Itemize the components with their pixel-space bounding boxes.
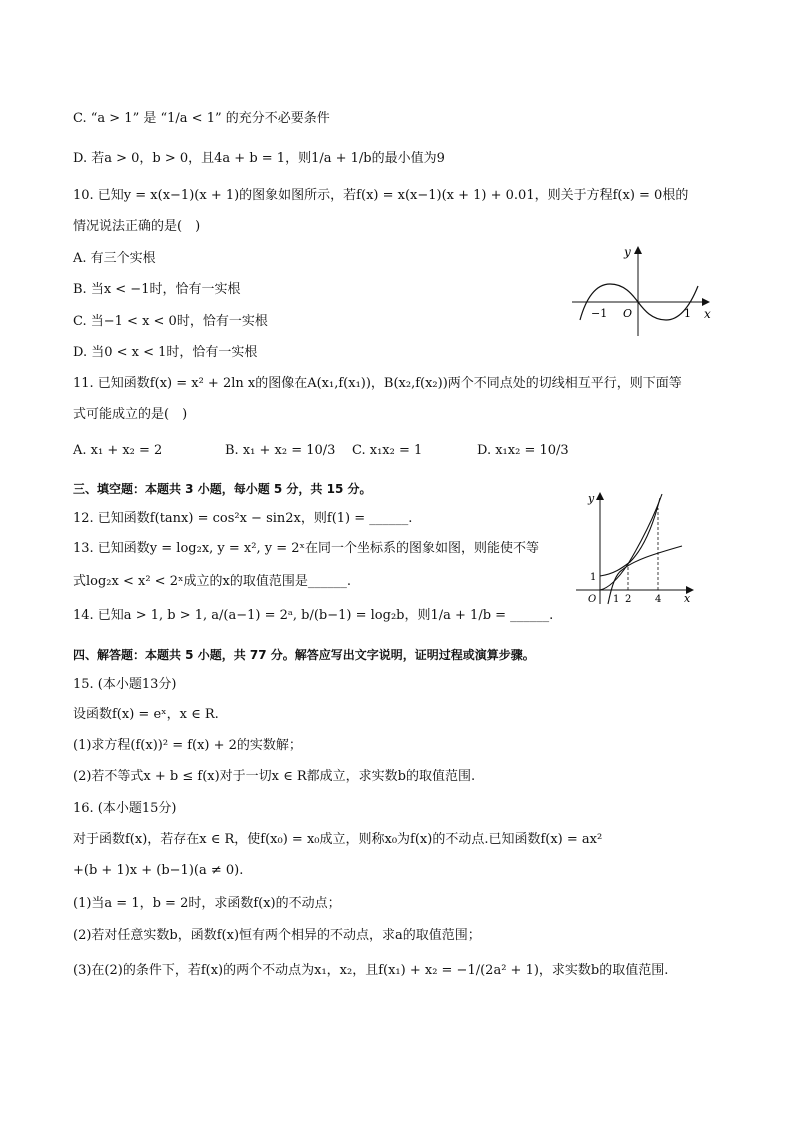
- q11-stem-line1: 11. 已知函数f(x) = x² + 2ln x的图像在A(x₁,f(x₁))，B(x₂,f(x₂))两个不同点处的切线相互平行，则下面等: [73, 376, 682, 391]
- q10-option-c: C. 当−1 < x < 0时，恰有一实根: [73, 314, 268, 329]
- q10-graph-tick-neg1: −1: [591, 307, 608, 320]
- q13-square-curve: [600, 494, 662, 590]
- q10-option-b: B. 当x < −1时，恰有一实根: [73, 282, 241, 297]
- q15-title: 15. (本小题13分): [73, 677, 177, 692]
- q13-function-graph: [570, 488, 700, 608]
- q16-title: 16. (本小题15分): [73, 801, 177, 816]
- q13-graph-x-label: x: [684, 592, 691, 605]
- q11-option-a: A. x₁ + x₂ = 2: [73, 443, 163, 458]
- q11-option-b: B. x₁ + x₂ = 10/3: [225, 443, 336, 458]
- q15-part2: (2)若不等式x + b ≤ f(x)对于一切x ∈ R都成立，求实数b的取值范围.: [73, 769, 476, 784]
- q16-part3: (3)在(2)的条件下，若f(x)的两个不动点为x₁，x₂，且f(x₁) + x₂ = −1/(2a² + 1)，求实数b的取值范围.: [73, 963, 669, 978]
- q13-stem-line1: 13. 已知函数y = log₂x, y = x², y = 2ˣ在同一个坐标系的图象如图，则能使不等: [73, 541, 540, 556]
- q10-graph-y-label: y: [624, 245, 631, 259]
- q10-graph-tick-1: 1: [684, 307, 691, 320]
- q15-part1: (1)求方程(f(x))² = f(x) + 2的实数解；: [73, 738, 302, 753]
- q13-graph-tick-2: 2: [625, 594, 632, 605]
- q10-stem-line1: 10. 已知y = x(x−1)(x + 1)的图象如图所示，若f(x) = x(x−1)(x + 1) + 0.01，则关于方程f(x) = 0根的: [73, 188, 689, 203]
- q13-graph-tick-4: 4: [655, 594, 662, 605]
- q13-graph-origin: O: [588, 594, 597, 605]
- q11-stem-line2: 式可能成立的是( ): [73, 407, 188, 422]
- q10-graph-origin: O: [623, 307, 633, 320]
- q12-stem: 12. 已知函数f(tanx) = cos²x − sin2x，则f(1) = ______.: [73, 511, 413, 526]
- q14-stem: 14. 已知a > 1, b > 1, a/(a−1) = 2ᵃ, b/(b−1) = log₂b，则1/a + 1/b = ______.: [73, 608, 554, 623]
- section-4-heading: 四、解答题：本题共 5 小题，共 77 分。解答应写出文字说明，证明过程或演算步骤。: [73, 648, 535, 662]
- q10-option-a: A. 有三个实根: [73, 251, 156, 266]
- q13-stem-line2: 式log₂x < x² < 2ˣ成立的x的取值范围是______.: [73, 574, 351, 589]
- q10-option-d: D. 当0 < x < 1时，恰有一实根: [73, 345, 258, 360]
- q10-cubic-graph: [568, 240, 718, 340]
- q16-setup-line1: 对于函数f(x)，若存在x ∈ R，使f(x₀) = x₀成立，则称x₀为f(x)的不动点.已知函数f(x) = ax²: [73, 832, 603, 847]
- q16-setup-line2: +(b + 1)x + (b−1)(a ≠ 0).: [73, 863, 244, 878]
- q10-stem-line2: 情况说法正确的是( ): [73, 219, 201, 234]
- q9-option-d: D. 若a > 0，b > 0，且4a + b = 1，则1/a + 1/b的最小值为9: [73, 151, 445, 166]
- q16-part2: (2)若对任意实数b，函数f(x)恒有两个相异的不动点，求a的取值范围；: [73, 928, 481, 943]
- q9-option-c: C. “a > 1” 是 “1/a < 1” 的充分不必要条件: [73, 111, 330, 126]
- q13-graph-tick-1: 1: [613, 594, 620, 605]
- q15-setup: 设函数f(x) = eˣ，x ∈ R.: [73, 707, 219, 722]
- q13-graph-y-label: y: [588, 492, 595, 505]
- q11-option-d: D. x₁x₂ = 10/3: [477, 443, 569, 458]
- q11-option-c: C. x₁x₂ = 1: [352, 443, 423, 458]
- q13-graph-tick-y1: 1: [590, 572, 597, 583]
- q16-part1: (1)当a = 1，b = 2时，求函数f(x)的不动点；: [73, 896, 341, 911]
- q10-graph-x-label: x: [704, 307, 711, 321]
- section-3-heading: 三、填空题：本题共 3 小题，每小题 5 分，共 15 分。: [73, 482, 372, 496]
